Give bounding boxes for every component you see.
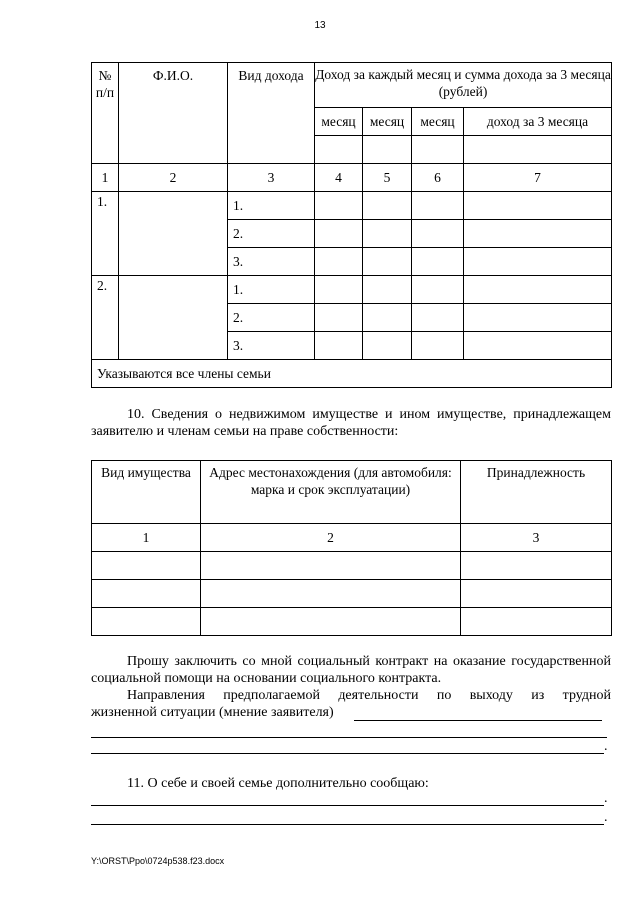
header-month-3: месяц [412, 108, 464, 136]
column-number-row [92, 524, 612, 552]
header-address-label: Адрес местонахождения (для автомобиля: марка и срок эксплуатации) [209, 465, 452, 497]
line-end-period: . [604, 810, 608, 825]
member-name-cell [119, 276, 228, 360]
income-item: 1. [228, 192, 315, 220]
applicant-opinion-label: жизненной ситуации (мнение заявителя) [91, 705, 334, 720]
header-ownership [461, 461, 612, 524]
col-num: 2 [201, 524, 461, 552]
document-path: Y:\ORST\Ppo\0724p538.f23.docx [91, 856, 225, 866]
header-number [92, 63, 119, 164]
col-num: 1 [92, 524, 201, 552]
income-table [91, 62, 612, 388]
additional-info-line-2[interactable] [91, 824, 604, 825]
month-1-value-cell [315, 136, 363, 164]
income-item: 2. [228, 220, 315, 248]
table-row [92, 580, 612, 608]
col-num: 5 [363, 164, 412, 192]
header-property-type [92, 461, 201, 524]
member-name-cell [119, 192, 228, 276]
line-end-period: . [604, 739, 608, 754]
header-property-type-label: Вид имущества [101, 465, 191, 480]
property-table [91, 460, 612, 636]
activity-directions-label: Направления предполагаемой деятельности по выходу из трудной [127, 688, 611, 703]
header-fio-label: Ф.И.О. [152, 68, 194, 83]
header-income-type-label: Вид дохода [238, 68, 304, 83]
column-number-row [92, 164, 612, 192]
family-members-note: Указываются все члены семьи [92, 360, 612, 388]
table-row [92, 192, 612, 220]
table-row [92, 608, 612, 636]
header-income-total [315, 63, 612, 108]
header-number-label: № п/п [95, 68, 115, 100]
month-3-value-cell [412, 136, 464, 164]
col-num: 3 [461, 524, 612, 552]
month-2-value-cell [363, 136, 412, 164]
table-row [92, 276, 612, 304]
header-total-3-months: доход за 3 месяца [464, 108, 612, 136]
header-fio [119, 63, 228, 164]
header-month-2: месяц [363, 108, 412, 136]
col-num: 6 [412, 164, 464, 192]
applicant-opinion-line-2[interactable] [91, 737, 607, 738]
member-number: 2. [92, 276, 119, 360]
line-end-period: . [604, 791, 608, 806]
income-item: 2. [228, 304, 315, 332]
additional-info-line-1[interactable] [91, 805, 604, 806]
header-address [201, 461, 461, 524]
applicant-opinion-field[interactable] [354, 720, 602, 721]
col-num: 4 [315, 164, 363, 192]
col-num: 7 [464, 164, 612, 192]
header-income-type [228, 63, 315, 164]
table-row [92, 552, 612, 580]
applicant-opinion-line-3[interactable] [91, 753, 604, 754]
section-10-text: 10. Сведения о недвижимом имуществе и ином имуществе, принадлежащем заявителю и членам семьи на праве собственности: [91, 407, 611, 439]
header-ownership-label: Принадлежность [486, 465, 586, 480]
section-11-text: 11. О себе и своей семье дополнительно сообщаю: [127, 776, 429, 791]
page-number: 13 [314, 20, 326, 31]
col-num: 3 [228, 164, 315, 192]
col-num: 1 [92, 164, 119, 192]
total-value-cell [464, 136, 612, 164]
header-month-1: месяц [315, 108, 363, 136]
member-number: 1. [92, 192, 119, 276]
income-item: 3. [228, 332, 315, 360]
col-num: 2 [119, 164, 228, 192]
income-item: 3. [228, 248, 315, 276]
income-item: 1. [228, 276, 315, 304]
header-income-total-label: Доход за каждый месяц и сумма дохода за 3 месяца (рублей) [315, 67, 611, 99]
social-contract-request: Прошу заключить со мной социальный контракт на оказание государственной социальной помощи на основании социального контракта. [91, 654, 611, 686]
